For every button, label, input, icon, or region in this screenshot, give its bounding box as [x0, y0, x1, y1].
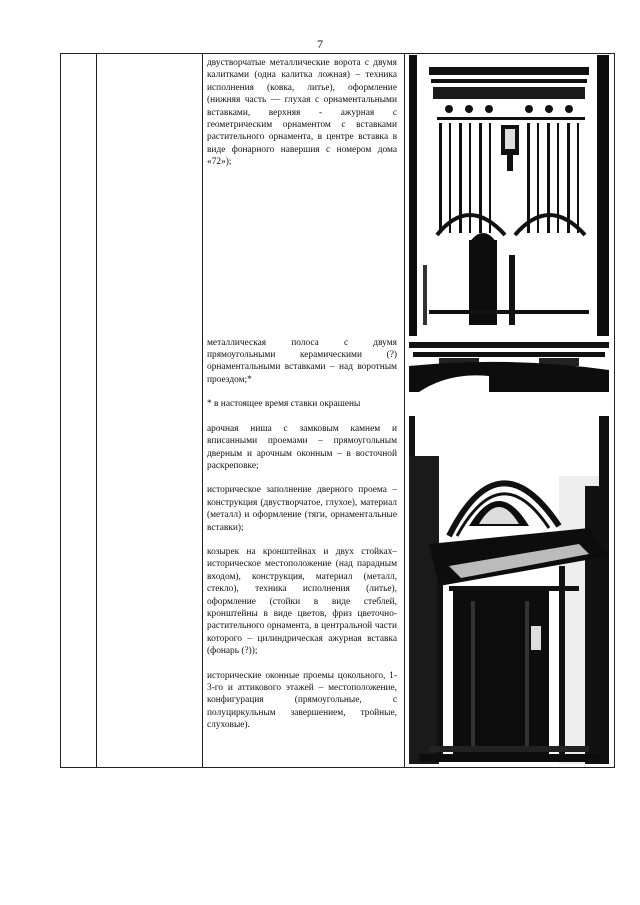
- entry-gate: двустворчатые металлические ворота с двумя калитками (одна калитка ложная) – техника исполнения (ковка, литье), оформление (нижняя часть — глухая с орнаментальными вставками, верхняя - ажурная с геометрическим орнаментом с вставками растительного орнамента, в центре вставка в виде фонарного навершия с номером дома «72»);: [207, 58, 397, 168]
- table-border-bottom: [60, 767, 615, 768]
- entry-door-filling: историческое заполнение дверного проема – конструкция (двустворчатое, глухое), материал (металл) и оформление (тяги, орнаментальные вставки);: [207, 485, 397, 533]
- table-border-left: [60, 53, 61, 768]
- table-border-right: [614, 53, 615, 768]
- entry-metal-strip: металлическая полоса с двумя прямоугольными керамическими (?) орнаментальными вставками – над воротным проездом;*: [207, 337, 397, 385]
- strip-photo: [409, 342, 609, 392]
- document-table: [60, 53, 615, 768]
- gate-image: [409, 55, 609, 336]
- entrance-canopy-image: [409, 416, 609, 764]
- column-divider-1: [96, 53, 97, 768]
- entry-window-openings: исторические оконные проемы цокольного, 1-3-го и аттикового этажей – местоположение, конфигурация (прямоугольные, с полуциркульным завершением, тройные, слуховые).: [207, 670, 397, 731]
- entrance-canopy-photo: [409, 416, 609, 764]
- column-divider-2: [202, 53, 203, 768]
- gate-photo: [409, 55, 609, 336]
- table-border-top: [60, 53, 615, 54]
- entry-arched-niche: арочная ниша с замковым камнем и вписанными проемами – прямоугольным дверным и арочным оконным – в восточной раскреповке;: [207, 423, 397, 471]
- strip-image: [409, 342, 609, 392]
- column-divider-3: [404, 53, 405, 768]
- entry-footnote: * в настоящее время ставки окрашены: [207, 399, 361, 410]
- entry-canopy: козырек на кронштейнах и двух стойках– историческое местоположение (над парадным входом), конструкция, материал (металл, стекло), техника исполнения (литье), оформление (стойки в виде стеблей, кронштейны в виде цветов, фриз цветочно-растительного орнамента, в центральной части которого – цилиндрическая ажурная вставка (фонарь (?));: [207, 546, 397, 657]
- description-column: [207, 57, 397, 732]
- page-number: 7: [317, 37, 323, 51]
